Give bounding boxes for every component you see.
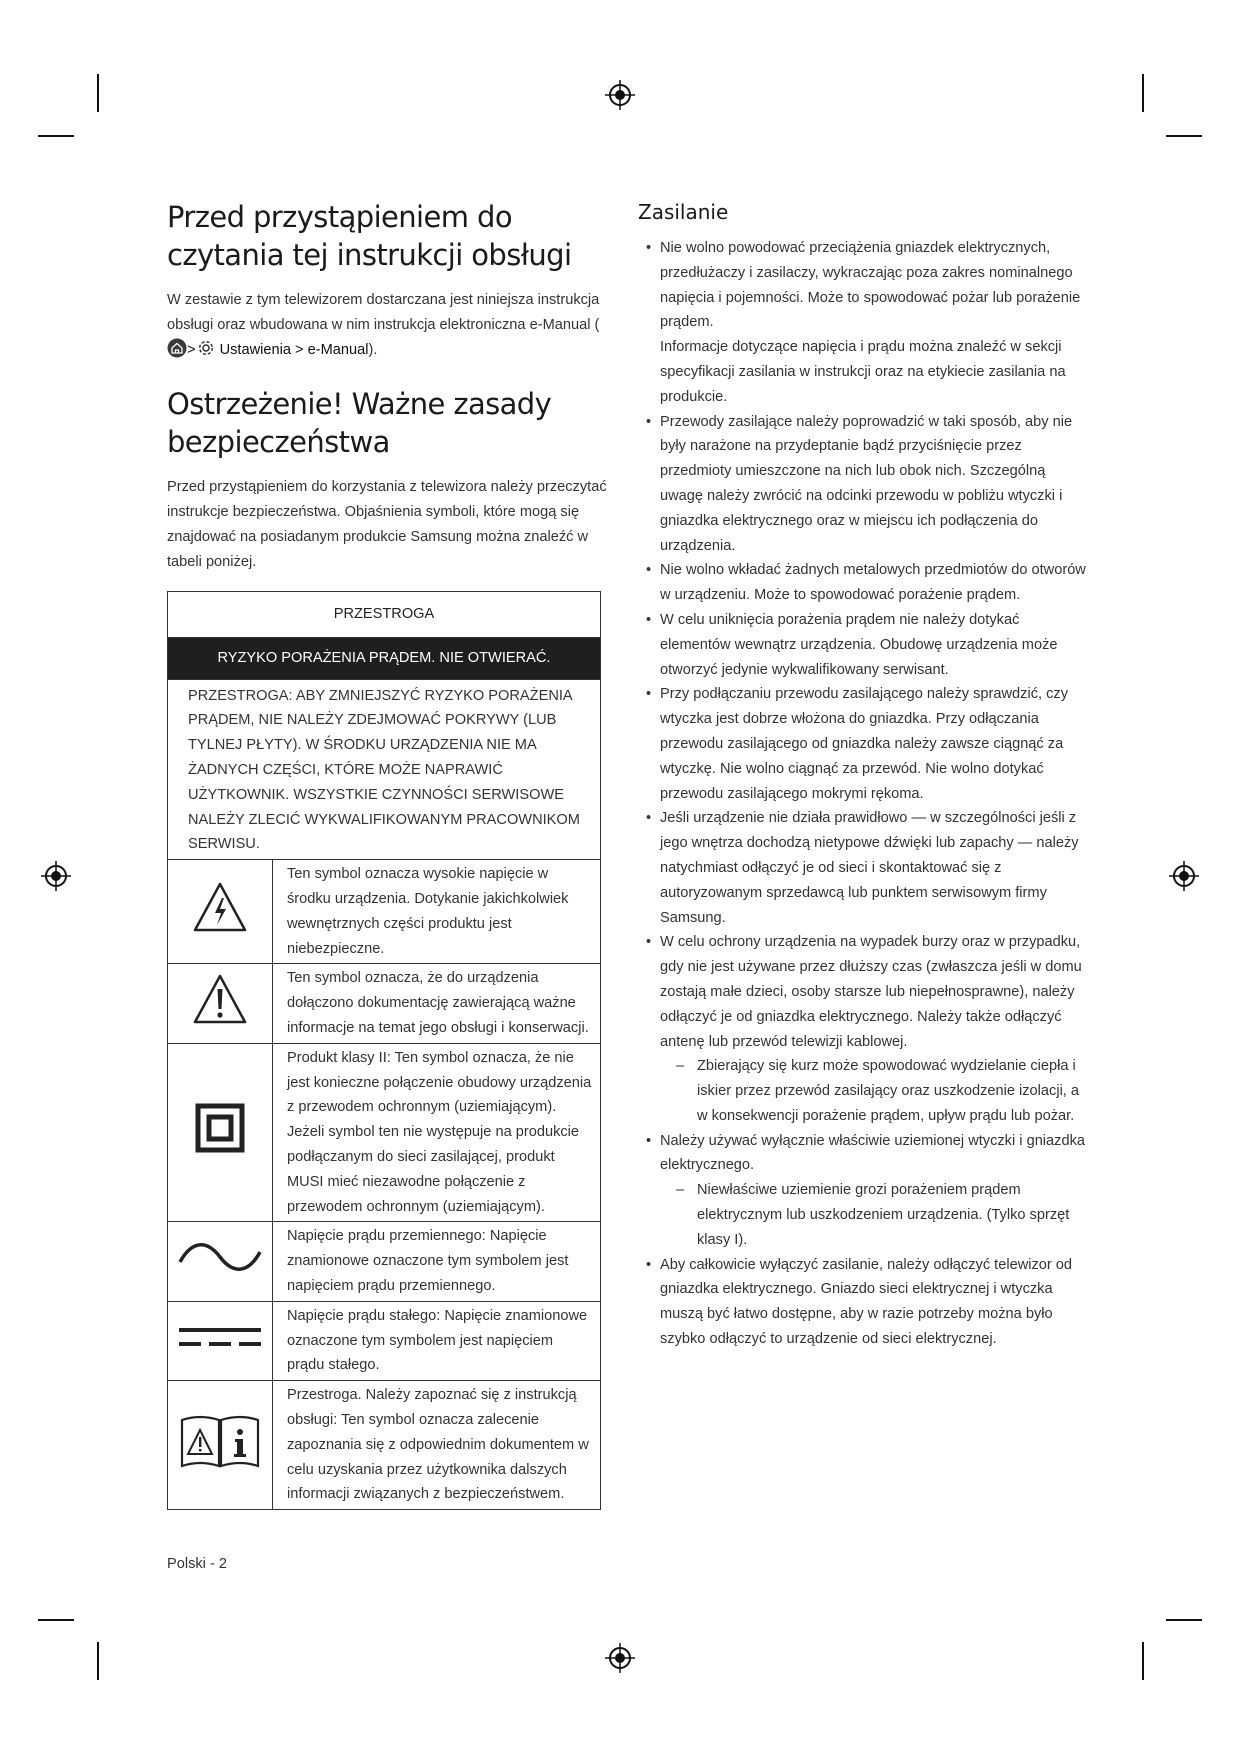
- table-row: [168, 1381, 601, 1510]
- read-instructions-icon: [178, 1412, 262, 1470]
- bullet: •: [646, 611, 652, 628]
- bullet: •: [646, 1256, 652, 1273]
- heading-power: Zasilanie: [638, 200, 729, 224]
- caution-text: PRZESTROGA: ABY ZMNIEJSZYĆ RYZYKO PORAŻENIA PRĄDEM, NIE NALEŻY ZDEJMOWAĆ POKRYWY (LUB TYLNEJ PŁYTY). W ŚRODKU URZĄDZENIA NIE MA ŻADNYCH CZĘŚCI, KTÓRE MOŻE NAPRAWIĆ UŻYTKOWNIK. WSZYSTKIE CZYNNOŚCI SERWISOWE NALEŻY ZLECIĆ WYKWALIFIKOWANYM PRACOWNIKOM SERWISU.: [168, 679, 601, 860]
- bullet: •: [646, 562, 652, 579]
- warning-paragraph: Przed przystąpieniem do korzystania z telewizora należy przeczytać instrukcje bezpieczeństwa. Objaśnienia symboli, które mogą się znajdować na posiadanym produkcie Samsung można znaleźć w tabeli poniżej.: [167, 479, 607, 570]
- sub-list-item: – Niewłaściwe uziemienie grozi porażeniem prądem elektrycznym lub uszkodzeniem urządzenia. (Tylko sprzęt klasy I).: [660, 1178, 1088, 1252]
- crop-mark: [97, 74, 99, 112]
- exclamation-warning-icon: [192, 973, 248, 1025]
- symbol-description: Ten symbol oznacza wysokie napięcie w środku urządzenia. Dotykanie jakichkolwiek wewnętrznych części produktu jest niebezpieczne.: [273, 860, 601, 964]
- left-column: [167, 198, 607, 1510]
- list-item: • Aby całkowicie wyłączyć zasilanie, należy odłączyć telewizor od gniazdka elektrycznego. Gniazdo sieci elektrycznej i wtyczka muszą być łatwo dostępne, aby w razie potrzeby można było szybko odłączyć to urządzenie od sieci elektrycznej.: [638, 1253, 1088, 1352]
- table-row: [168, 1222, 601, 1301]
- path-separator: >: [295, 342, 304, 358]
- intro-end: ).: [368, 342, 378, 358]
- table-row: [168, 964, 601, 1043]
- bullet: •: [646, 810, 652, 827]
- symbol-description: Produkt klasy II: Ten symbol oznacza, że nie jest konieczne połączenie obudowy urządzenia z przewodem ochronnym (uziemiającym). Jeżeli symbol ten nie występuje na produkcie podłączanym do sieci zasilającej, produkt MUSI mieć niezawodne połączenie z przewodem ochronnym (uziemiającym).: [273, 1043, 601, 1222]
- bullet: •: [646, 1132, 652, 1149]
- dash: –: [676, 1182, 685, 1199]
- right-column: [638, 198, 1088, 1352]
- list-item: • Nie wolno wkładać żadnych metalowych przedmiotów do otworów w urządzeniu. Może to spowodować porażenie prądem.: [638, 558, 1088, 608]
- caution-symbols-table: [167, 591, 601, 1510]
- list-item: • Jeśli urządzenie nie działa prawidłowo — w szczególności jeśli z jego wnętrza dochodzą nietypowe dźwięki lub zapachy — należy natychmiast odłączyć je od sieci i skontaktować się z autoryzowanym sprzedawcą lub punktem serwisowym firmy Samsung.: [638, 806, 1088, 930]
- power-safety-list: [638, 236, 1088, 1352]
- crop-mark: [97, 1642, 99, 1680]
- class-ii-double-square-icon: [195, 1103, 245, 1153]
- settings-path-label: Ustawienia: [219, 342, 291, 358]
- page-footer: Polski - 2: [167, 1556, 228, 1572]
- intro-paragraph: [167, 288, 607, 363]
- registration-mark-icon: [1169, 861, 1199, 891]
- path-separator: >: [187, 342, 196, 358]
- symbol-description: Przestroga. Należy zapoznać się z instrukcją obsługi: Ten symbol oznacza zalecenie zapoznania się z odpowiednim dokumentem w celu uzyskania przez użytkownika dalszych informacji związanych z bezpieczeństwem.: [273, 1381, 601, 1510]
- list-item: • Nie wolno powodować przeciążenia gniazdek elektrycznych, przedłużaczy i zasilaczy, wykraczając poza zakres nominalnego napięcia i pojemności. Może to spowodować pożar lub porażenie prądem. Informacje dotyczące napięcia i prądu można znaleźć w sekcji specyfikacji zasilania w instrukcji oraz na etykiecie zasilania na produkcie.: [638, 236, 1088, 410]
- dc-voltage-icon: [177, 1322, 263, 1352]
- list-item: • Przy podłączaniu przewodu zasilającego należy sprawdzić, czy wtyczka jest dobrze włożona do gniazdka. Przy odłączania przewodu zasilającego od gniazdka należy zawsze ciągnąć za wtyczkę. Nie wolno ciągnąć za przewód. Nie wolno dotykać przewodu zasilającego mokrymi rękoma.: [638, 682, 1088, 806]
- ac-voltage-icon: [177, 1242, 263, 1272]
- list-item: • W celu ochrony urządzenia na wypadek burzy oraz w przypadku, gdy nie jest używane przez dłuższy czas (zwłaszcza jeśli w domu zostają małe dzieci, osoby starsze lub niepełnosprawne), należy odłączyć je od gniazdka elektrycznego. Należy także odłączyć antenę lub przewód telewizji kablowej. – Zbierający się kurz może spowodować wydzielanie ciepła i iskier przez przewód zasilający oraz uszkodzenie izolacji, a w konsekwencji porażenie prądem, upływ prądu lub pożar.: [638, 930, 1088, 1128]
- symbol-description: Napięcie prądu przemiennego: Napięcie znamionowe oznaczone tym symbolem jest napięciem prądu przemiennego.: [273, 1222, 601, 1301]
- emanual-path-label: e-Manual: [307, 342, 369, 358]
- home-icon: [167, 338, 187, 358]
- crop-mark: [1142, 1642, 1144, 1680]
- table-row: [168, 1043, 601, 1222]
- crop-mark: [1142, 74, 1144, 112]
- registration-mark-icon: [605, 80, 635, 110]
- bullet: •: [646, 686, 652, 703]
- registration-mark-icon: [41, 861, 71, 891]
- list-item: • Przewody zasilające należy poprowadzić w taki sposób, aby nie były narażone na przydeptanie bądź przyciśnięcie przez przedmioty umieszczone na nich lub obok nich. Szczególną uwagę należy zwrócić na odcinki przewodu w pobliżu wtyczki i gniazdka elektrycznego oraz w miejscu ich podłączenia do urządzenia.: [638, 410, 1088, 559]
- table-title: PRZESTROGA: [168, 592, 601, 638]
- bullet: •: [646, 413, 652, 430]
- high-voltage-warning-icon: [192, 881, 248, 933]
- list-item: • Należy używać wyłącznie właściwie uziemionej wtyczki i gniazdka elektrycznego. – Niewłaściwe uziemienie grozi porażeniem prądem elektrycznym lub uszkodzeniem urządzenia. (Tylko sprzęt klasy I).: [638, 1129, 1088, 1253]
- intro-text: W zestawie z tym telewizorem dostarczana jest niniejsza instrukcja obsługi oraz wbudowana w nim instrukcja elektroniczna e-Manual (: [167, 292, 600, 333]
- gear-icon: [196, 338, 216, 358]
- list-item: • W celu uniknięcia porażenia prądem nie należy dotykać elementów wewnątrz urządzenia. Obudowę urządzenia może otworzyć jedynie wykwalifikowany serwisant.: [638, 608, 1088, 682]
- bullet: •: [646, 934, 652, 951]
- crop-mark: [38, 135, 74, 137]
- sub-list-item: – Zbierający się kurz może spowodować wydzielanie ciepła i iskier przez przewód zasilający oraz uszkodzenie izolacji, a w konsekwencji porażenie prądem, upływ prądu lub pożar.: [660, 1054, 1088, 1128]
- heading-read-instructions: Przed przystąpieniem do czytania tej instrukcji obsługi: [167, 200, 572, 272]
- table-banner: RYZYKO PORAŻENIA PRĄDEM. NIE OTWIERAĆ.: [168, 637, 601, 679]
- symbol-description: Napięcie prądu stałego: Napięcie znamionowe oznaczone tym symbolem jest napięciem prądu stałego.: [273, 1301, 601, 1380]
- table-row: [168, 1301, 601, 1380]
- crop-mark: [1166, 1619, 1202, 1621]
- bullet: •: [646, 240, 652, 256]
- crop-mark: [1166, 135, 1202, 137]
- registration-mark-icon: [605, 1643, 635, 1673]
- table-row: [168, 860, 601, 964]
- crop-mark: [38, 1619, 74, 1621]
- dash: –: [676, 1058, 685, 1075]
- heading-safety-warning: Ostrzeżenie! Ważne zasady bezpieczeństwa: [167, 387, 552, 459]
- symbol-description: Ten symbol oznacza, że do urządzenia dołączono dokumentację zawierającą ważne informacje na temat jego obsługi i konserwacji.: [273, 964, 601, 1043]
- list-item-note: Informacje dotyczące napięcia i prądu można znaleźć w sekcji specyfikacji zasilania w instrukcji oraz na etykiecie zasilania na produkcie.: [660, 339, 1066, 405]
